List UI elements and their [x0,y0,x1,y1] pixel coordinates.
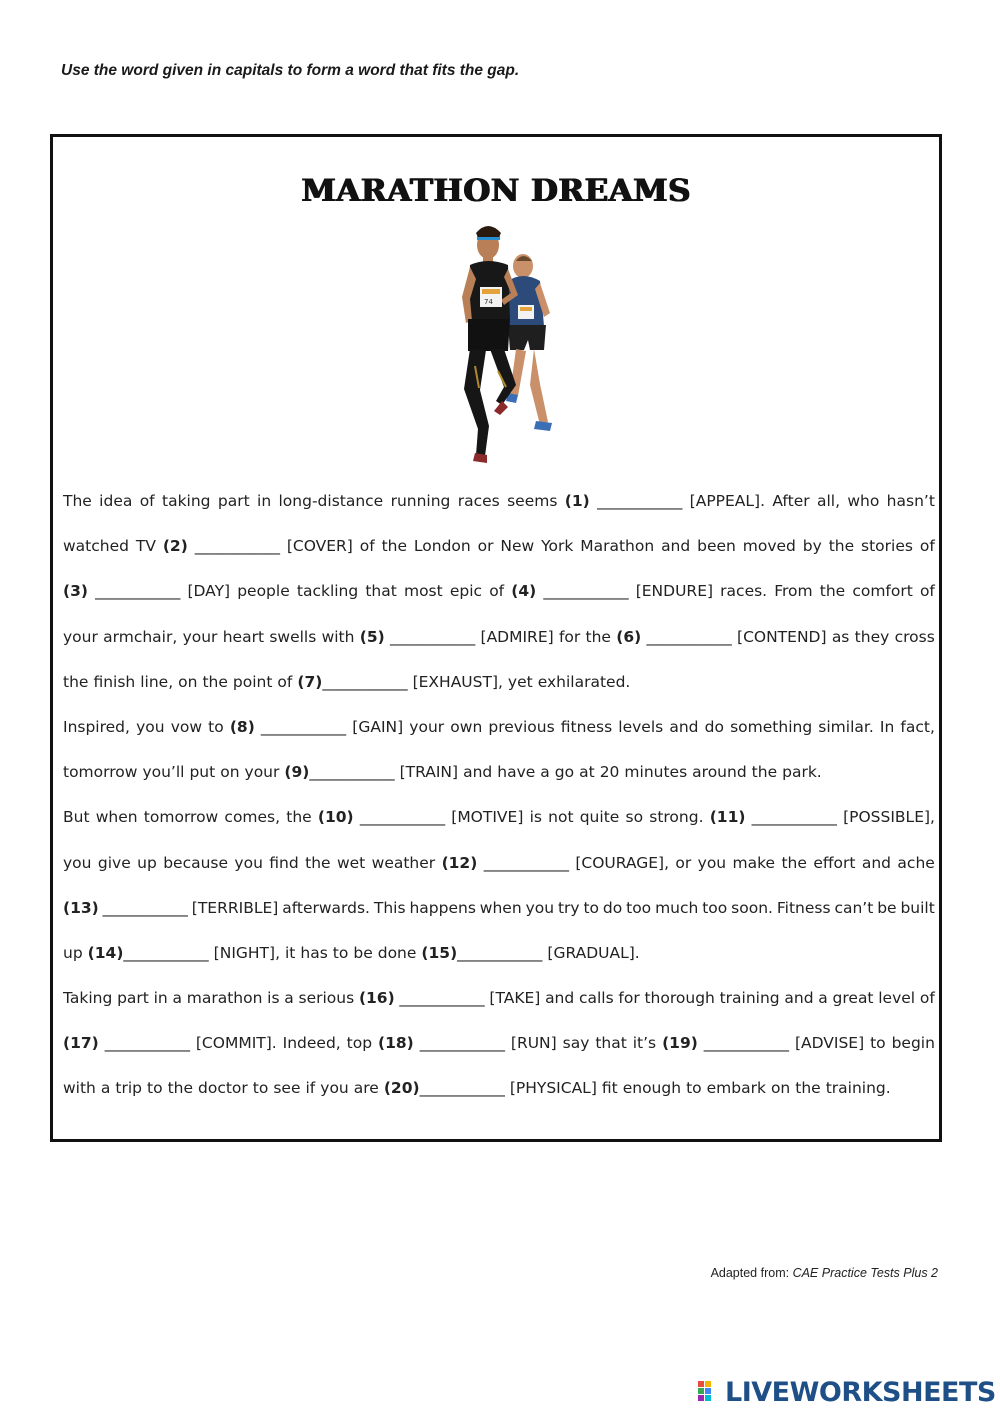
gap-number: (10) [317,808,354,827]
passage-word: are [353,1079,379,1098]
passage-word: by [802,537,822,556]
brand-text: LIVEWORKSHEETS [725,1376,996,1408]
passage-word: of [277,672,293,691]
passage-word: your [182,627,218,646]
passage-word: built [900,898,935,917]
passage-word: on [770,1079,791,1098]
passage-word: Indeed, [282,1034,341,1053]
passage-word: to [332,943,349,962]
answer-gap[interactable]: ___________ [102,898,188,917]
passage-word: it’s [632,1034,657,1053]
passage-word: if [305,1079,316,1098]
passage-word: has [300,943,328,962]
passage-word: to [208,717,224,736]
passage-word: the [795,1079,821,1098]
passage-word: make [732,853,776,872]
passage-word: of [359,537,375,556]
gap-number: (14) [87,943,124,962]
passage-word: they [854,627,890,646]
passage-word: you [320,1079,349,1098]
passage-word: levels [618,717,664,736]
passage-word: so [625,808,644,827]
gap-number: (8) [229,717,255,736]
gap-number: (13) [63,898,99,917]
passage-word: After [772,492,810,510]
passage-word: serious [298,989,355,1008]
passage-word: [GRADUAL]. [547,943,640,962]
passage-word: of [919,537,935,556]
passage-word: the [167,1079,193,1098]
passage-word: running [390,492,451,510]
passage-word: on [178,672,198,691]
passage-word: [MOTIVE] [451,808,524,827]
answer-gap[interactable]: ___________ [419,1034,505,1053]
passage-word: the [781,853,807,872]
passage-word: York [541,537,574,556]
gap-number: (2) [162,537,188,556]
gap-number: (5) [359,627,385,646]
gap-number: (20) [383,1079,420,1098]
answer-gap[interactable]: ___________ [260,717,347,736]
passage-line [63,668,935,713]
passage-word: In [879,717,895,736]
passage-word: yet [507,672,533,691]
passage-word: finish [93,672,136,691]
passage-word: to [583,898,600,917]
passage-word: up [137,853,157,872]
passage-word: see [273,1079,301,1098]
passage-word: not [548,808,574,827]
passage-word: of [139,492,155,510]
passage-word: fact, [900,717,935,736]
svg-text:74: 74 [484,298,493,306]
answer-gap[interactable]: ___________ [419,1079,505,1098]
passage-word: TV [135,537,156,556]
passage-word: do [704,717,724,736]
passage-word: hasn’t [886,492,935,510]
passage-word: can’t [834,898,874,917]
passage-word: as [831,627,850,646]
passage-word: the [63,672,89,691]
passage-word: the [202,672,228,691]
passage [63,487,935,1120]
passage-word: calls [578,989,614,1008]
passage-word: that [365,582,397,601]
passage-word: comes, [224,808,281,827]
passage-word: all, [816,492,840,510]
passage-word: the [585,627,611,646]
answer-gap[interactable]: ___________ [389,627,476,646]
passage-word: fitness [560,717,613,736]
passage-word: top [346,1034,373,1053]
passage-word: a [172,989,182,1008]
passage-word: the [828,537,855,556]
passage-word: strong. [649,808,704,827]
passage-word: Taking [63,989,113,1008]
passage-word: doctor [198,1079,248,1098]
passage-word: too [626,898,652,917]
passage-word: the [305,853,331,872]
passage-word: [ADVISE] [794,1034,865,1053]
passage-word: be [877,898,897,917]
passage-word: idea [99,492,133,510]
answer-gap[interactable]: ___________ [399,989,485,1008]
passage-word: much [655,898,699,917]
passage-word: [COVER] [286,537,353,556]
passage-word: tackling [296,582,359,601]
passage-word: done [377,943,417,962]
passage-word: Inspired, [63,717,130,736]
gap-number: (15) [421,943,458,962]
passage-word: go [554,763,575,782]
passage-word: people [237,582,290,601]
passage-word: of [489,582,505,601]
passage-word: part [117,989,149,1008]
passage-line [63,939,935,984]
passage-word: [PHYSICAL] [509,1079,597,1098]
passage-word: [COMMIT]. [195,1034,277,1053]
passage-word: swells [269,627,317,646]
gap-number: (9) [284,763,310,782]
passage-word: your [244,763,280,782]
passage-line [63,984,935,1029]
passage-word: because [163,853,229,872]
answer-gap[interactable]: ___________ [597,492,683,510]
passage-word: previous [488,717,555,736]
passage-word: in [257,492,272,510]
gap-number: (6) [616,627,642,646]
passage-word: New [500,537,535,556]
passage-word: a [540,763,550,782]
passage-word: epic [449,582,483,601]
passage-word: is [529,808,542,827]
passage-word: From [774,582,813,601]
passage-word: find [269,853,299,872]
passage-word: races [457,492,500,510]
passage-word: training [719,989,780,1008]
passage-word: you [234,853,263,872]
passage-word: the [381,537,408,556]
passage-word: [POSSIBLE], [843,808,935,827]
passage-word: up [63,943,83,962]
runner-back [506,254,552,431]
passage-word: Marathon [580,537,655,556]
passage-line [63,532,935,577]
passage-line [63,1029,935,1074]
passage-word: of [919,582,935,601]
passage-line [63,803,935,848]
passage-line [63,894,935,939]
passage-word: London [413,537,471,556]
answer-gap[interactable]: ___________ [703,1034,790,1053]
passage-word: you [63,853,92,872]
passage-word: the [286,808,312,827]
passage-word: when [95,808,138,827]
passage-word: a [100,1079,111,1098]
passage-word: to [870,1034,886,1053]
passage-word: [EXHAUST], [412,672,503,691]
passage-word: and [669,717,699,736]
passage-word: similar. [818,717,874,736]
passage-word: comfort [852,582,913,601]
passage-line [63,487,935,532]
source-note [711,1266,938,1280]
answer-gap[interactable]: ___________ [483,853,569,872]
passage-word: for [558,627,581,646]
passage-word: something [730,717,813,736]
passage-word: you [525,898,555,917]
passage-word: fit [601,1079,618,1098]
passage-word: effort [813,853,856,872]
passage-word: [CONTEND] [737,627,827,646]
passage-word: vow [170,717,203,736]
answer-gap[interactable]: ___________ [309,763,395,782]
passage-word: to [252,1079,269,1098]
passage-word: cross [894,627,935,646]
answer-gap[interactable]: ___________ [104,1034,190,1053]
source-prefix: Adapted from: [710,1266,793,1280]
passage-word: [RUN] [510,1034,557,1053]
answer-gap[interactable]: ___________ [123,943,209,962]
passage-word: own [450,717,483,736]
passage-line [63,623,935,668]
passage-word: This [373,898,406,917]
exercise-frame [50,134,942,1142]
passage-word: [GAIN] [352,717,404,736]
passage-word: be [353,943,373,962]
passage-line [63,1074,935,1119]
passage-word: begin [891,1034,935,1053]
passage-word: that [595,1034,627,1053]
instruction: Use the word given in capitals to form a word that fits the gap. [61,62,520,79]
passage-word: have [497,763,536,782]
passage-word: minutes [624,763,688,782]
passage-word: watched [63,537,129,556]
answer-gap[interactable]: ___________ [751,808,837,827]
passage-word: marathon [186,989,263,1008]
passage-word: your [63,627,98,646]
gap-number: (4) [511,582,537,601]
passage-word: line, [140,672,174,691]
gap-number: (3) [63,582,88,601]
passage-word: soon. [731,898,773,917]
gap-number: (12) [441,853,478,872]
passage-word: put [189,763,216,782]
passage-word: enough [622,1079,682,1098]
passage-word: at [579,763,595,782]
passage-word: say [562,1034,590,1053]
passage-word: ache [897,853,935,872]
gap-number: (19) [662,1034,698,1053]
passage-word: weather [371,853,436,872]
passage-word: a [284,989,294,1008]
passage-word: you [697,853,727,872]
passage-word: happens [409,898,476,917]
liveworksheets-logo-icon [697,1379,723,1405]
passage-word: it [285,943,296,962]
passage-word: afterwards. [282,898,370,917]
gap-number: (17) [63,1034,99,1053]
passage-line [63,577,935,622]
passage-word: park. [782,763,822,782]
passage-word: who [847,492,880,510]
passage-word: taking [162,492,211,510]
passage-word: seems [507,492,558,510]
passage-word: level [878,989,916,1008]
passage-word: and [661,537,691,556]
passage-word: you’ll [142,763,185,782]
passage-word: But [63,808,90,827]
passage-word: heart [222,627,265,646]
passage-word: training. [825,1079,891,1098]
passage-word: tomorrow [63,763,138,782]
source-title: CAE Practice Tests Plus 2 [792,1266,938,1280]
passage-word: been [697,537,736,556]
passage-word: [TERRIBLE] [191,898,279,917]
gap-number: (18) [378,1034,414,1053]
passage-word: races. [720,582,768,601]
passage-word: or [675,853,692,872]
passage-word: a [818,989,828,1008]
passage-word: long-distance [278,492,384,510]
passage-line [63,713,935,758]
passage-word: [ENDURE] [635,582,714,601]
passage-word: of [919,989,935,1008]
gap-number: (7) [297,672,323,691]
passage-word: your [409,717,445,736]
passage-word: [APPEAL]. [689,492,766,510]
gap-number: (11) [709,808,746,827]
page-title: MARATHON DREAMS [301,173,691,209]
passage-word: is [267,989,280,1008]
passage-word: in [153,989,168,1008]
passage-word: around [692,763,747,782]
passage-word: give [97,853,131,872]
passage-word: thorough [644,989,715,1008]
gap-number: (16) [358,989,395,1008]
passage-word: [DAY] [187,582,231,601]
passage-word: and [545,989,575,1008]
passage-word: [ADMIRE] [480,627,554,646]
passage-word: armchair, [103,627,178,646]
passage-word: stories [861,537,913,556]
passage-word: on [220,763,240,782]
answer-gap[interactable]: ___________ [95,582,181,601]
answer-gap[interactable]: ___________ [194,537,280,556]
passage-word: the [819,582,846,601]
answer-gap[interactable]: ___________ [359,808,446,827]
passage-word: [TAKE] [489,989,541,1008]
runners-photo [438,221,568,466]
passage-word: wet [336,853,366,872]
passage-line [63,849,935,894]
passage-word: moved [742,537,796,556]
passage-word: or [477,537,494,556]
passage-word: most [403,582,443,601]
passage-word: exhilarated. [537,672,631,691]
answer-gap[interactable]: ___________ [543,582,629,601]
passage-word: Fitness [776,898,831,917]
passage-word: embark [706,1079,766,1098]
passage-word: quite [579,808,620,827]
passage-word: you [136,717,165,736]
passage-word: with [321,627,355,646]
passage-word: [TRAIN] [399,763,459,782]
passage-line [63,758,935,803]
passage-word: tomorrow [143,808,219,827]
answer-gap[interactable]: ___________ [322,672,408,691]
passage-word: [NIGHT], [213,943,280,962]
passage-word: the [751,763,778,782]
gap-number: (1) [564,492,590,510]
passage-word: do [602,898,623,917]
passage-word: to [147,1079,163,1098]
passage-word: to [686,1079,702,1098]
passage-word: point [232,672,273,691]
passage-word: too [702,898,728,917]
liveworksheets-brand[interactable] [697,1377,996,1407]
passage-word: [COURAGE], [575,853,670,872]
passage-word: and [463,763,493,782]
passage-word: 20 [599,763,620,782]
passage-word: trip [115,1079,142,1098]
passage-word: The [63,492,92,510]
passage-word: when [479,898,522,917]
passage-word: great [832,989,874,1008]
passage-word: try [557,898,580,917]
answer-gap[interactable]: ___________ [457,943,543,962]
answer-gap[interactable]: ___________ [646,627,732,646]
passage-word: for [618,989,640,1008]
passage-word: and [784,989,814,1008]
passage-word: part [217,492,250,510]
passage-word: with [63,1079,96,1098]
passage-word: and [861,853,892,872]
